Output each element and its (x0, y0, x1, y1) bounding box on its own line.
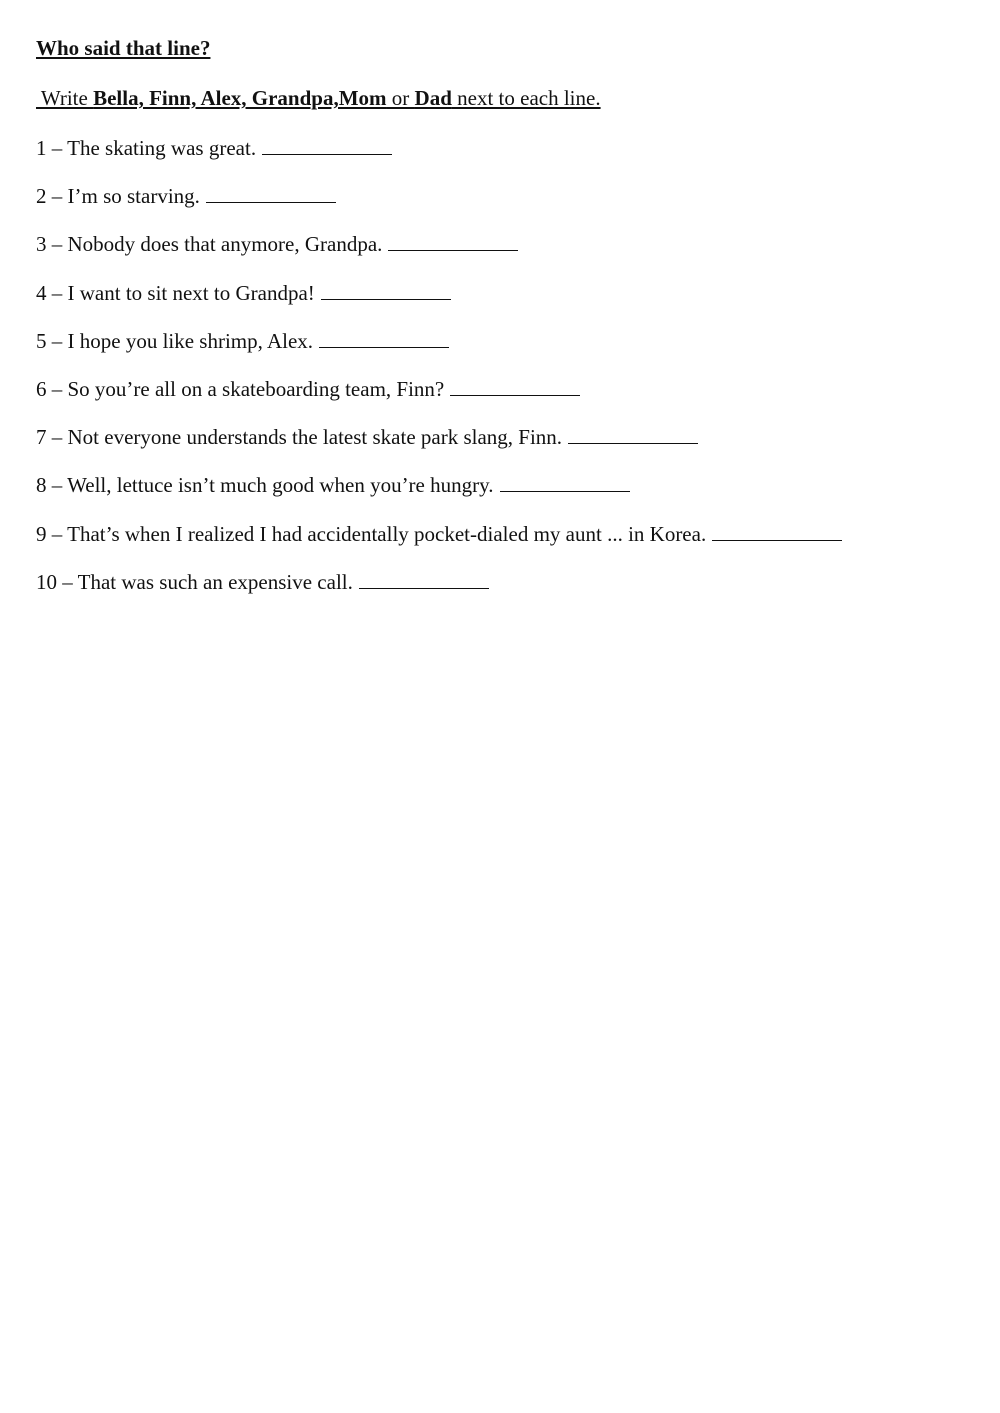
answer-blank[interactable] (500, 473, 630, 492)
item-number: 6 (36, 376, 47, 401)
quote-item-6 (36, 377, 842, 425)
item-text: That was such an expensive call. (77, 569, 353, 594)
instruction-name-dad: Dad (414, 86, 452, 110)
quote-item-9 (36, 522, 842, 570)
item-number: 7 (36, 425, 47, 450)
quote-list (36, 136, 842, 618)
item-text: So you’re all on a skateboarding team, Finn? (67, 376, 445, 401)
answer-blank[interactable] (319, 329, 449, 348)
item-number: 9 (36, 521, 47, 546)
answer-blank[interactable] (388, 232, 518, 251)
item-text: The skating was great. (67, 136, 257, 160)
answer-blank[interactable] (450, 377, 580, 396)
quote-item-2 (36, 184, 842, 232)
answer-blank[interactable] (206, 184, 336, 203)
item-text: Well, lettuce isn’t much good when you’re hungry. (67, 473, 494, 498)
item-text: I want to sit next to Grandpa! (67, 280, 315, 305)
item-number: 1 (36, 136, 47, 160)
item-number: 10 (36, 569, 57, 594)
quote-item-4 (36, 281, 842, 329)
item-separator: – (46, 136, 68, 160)
item-text: That’s when I realized I had accidentally pocket-dialed my aunt ... in Korea. (67, 521, 707, 546)
item-separator: – (46, 425, 68, 450)
quote-item-7 (36, 425, 842, 473)
item-number: 3 (36, 232, 47, 257)
item-separator: – (46, 376, 68, 401)
item-number: 8 (36, 473, 47, 498)
quote-item-5 (36, 329, 842, 377)
answer-blank[interactable] (359, 570, 489, 589)
item-separator: – (46, 473, 68, 498)
worksheet-title: Who said that line? (36, 36, 211, 60)
item-separator: – (46, 328, 68, 353)
instruction-line (36, 86, 601, 111)
answer-blank[interactable] (262, 136, 392, 155)
item-separator: – (46, 280, 68, 305)
item-text: I hope you like shrimp, Alex. (67, 328, 314, 353)
answer-blank[interactable] (712, 522, 842, 541)
instruction-tail: next to each line. (451, 86, 601, 110)
item-separator: – (46, 232, 68, 257)
item-number: 4 (36, 280, 47, 305)
item-text: I’m so starving. (67, 184, 200, 209)
item-separator: – (46, 521, 68, 546)
item-separator: – (46, 184, 68, 209)
instruction-lead: Write (36, 86, 94, 110)
item-number: 2 (36, 184, 47, 209)
item-text: Not everyone understands the latest skate park slang, Finn. (67, 425, 563, 450)
instruction-or: or (386, 86, 415, 110)
item-separator: – (57, 569, 78, 594)
quote-item-1 (36, 136, 842, 184)
item-number: 5 (36, 328, 47, 353)
instruction-names: Bella, Finn, Alex, Grandpa,Mom (93, 86, 387, 110)
answer-blank[interactable] (568, 425, 698, 444)
item-text: Nobody does that anymore, Grandpa. (67, 232, 383, 257)
quote-item-3 (36, 232, 842, 280)
quote-item-8 (36, 473, 842, 521)
answer-blank[interactable] (321, 281, 451, 300)
quote-item-10 (36, 570, 842, 618)
